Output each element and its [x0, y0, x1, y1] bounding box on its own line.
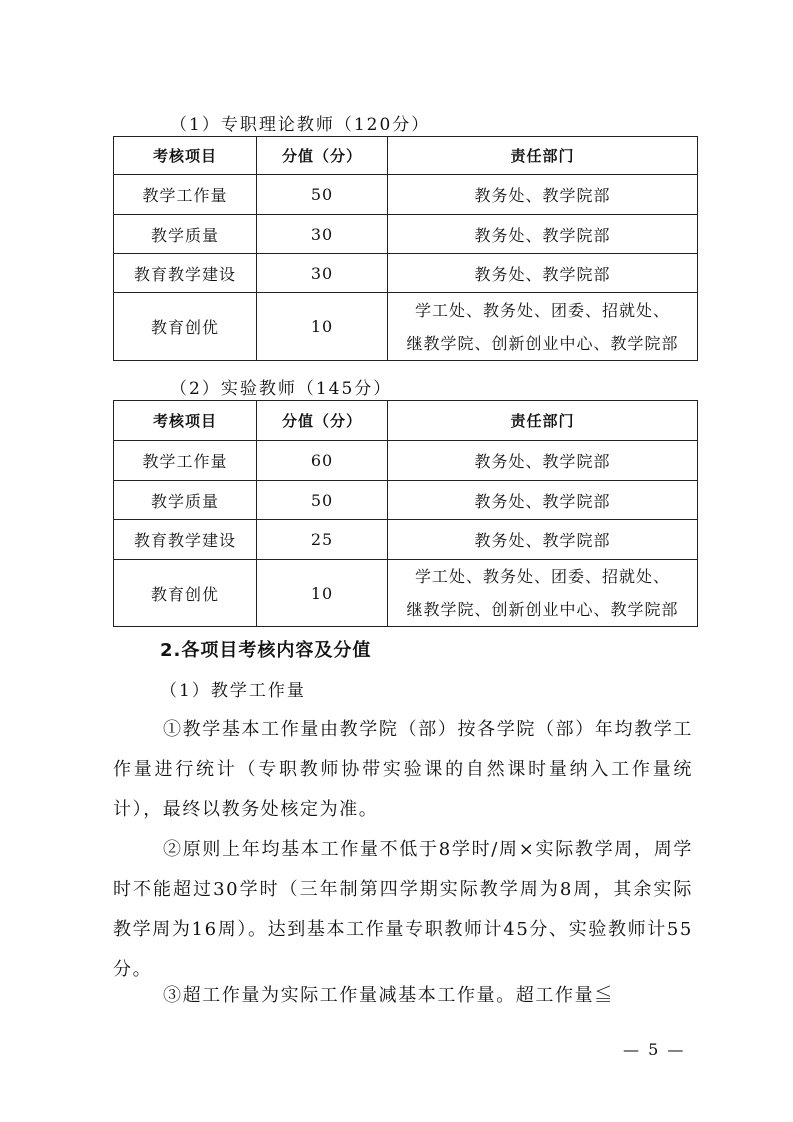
score-cell: 50	[257, 481, 388, 520]
score-cell: 10	[257, 560, 388, 627]
item-cell: 教育教学建设	[114, 520, 257, 560]
table-row	[114, 481, 698, 520]
paragraph-2: ②原则上年均基本工作量不低于8学时/周×实际教学周，周学时不能超过30学时（三年制第四学期实际教学周为8周，其余实际教学周为16周）。达到基本工作量专职教师计45分、实验教师计55分。	[113, 839, 693, 980]
table-row	[114, 560, 698, 627]
item-cell: 教育创优	[114, 560, 257, 627]
item-cell: 教育创优	[114, 293, 257, 361]
dept-line: 继教学院、创新创业中心、教学院部	[406, 600, 679, 619]
header-score: 分值（分）	[257, 137, 388, 175]
table-row	[114, 441, 698, 481]
item-cell: 教育教学建设	[114, 254, 257, 293]
score-cell: 25	[257, 520, 388, 560]
dept-cell: 教务处、教学院部	[388, 520, 698, 560]
item-cell: 教学工作量	[114, 441, 257, 481]
table2-caption: （2）实验教师（145分）	[170, 379, 393, 399]
page-number: — 5 —	[623, 1040, 686, 1059]
dept-cell: 教务处、教学院部	[388, 215, 698, 254]
dept-cell	[388, 293, 698, 361]
table1-caption: （1）专职理论教师（120分）	[170, 115, 431, 135]
score-cell: 60	[257, 441, 388, 481]
dept-line: 学工处、教务处、团委、招就处、	[414, 300, 670, 320]
dept-cell	[388, 560, 698, 627]
table-row	[114, 254, 698, 293]
header-dept: 责任部门	[388, 401, 698, 441]
score-cell: 50	[257, 175, 388, 215]
subheading: （1）教学工作量	[160, 681, 306, 701]
table-theory-teachers	[113, 136, 698, 361]
table-row	[114, 175, 698, 215]
table-lab-teachers	[113, 400, 698, 627]
header-item: 考核项目	[114, 137, 257, 175]
paragraph-3: ③超工作量为实际工作量减基本工作量。超工作量≦	[163, 985, 614, 1006]
item-cell: 教学工作量	[114, 175, 257, 215]
item-cell: 教学质量	[114, 481, 257, 520]
score-cell: 10	[257, 293, 388, 361]
dept-cell: 教务处、教学院部	[388, 481, 698, 520]
table-row	[114, 215, 698, 254]
paragraph-1: ①教学基本工作量由教学院（部）按各学院（部）年均教学工作量进行统计（专职教师协带实验课的自然课时量纳入工作量统计），最终以教务处核定为准。	[113, 719, 693, 820]
score-cell: 30	[257, 215, 388, 254]
table-row	[114, 520, 698, 560]
score-cell: 30	[257, 254, 388, 293]
header-score: 分值（分）	[257, 401, 388, 441]
header-item: 考核项目	[114, 401, 257, 441]
dept-cell: 教务处、教学院部	[388, 441, 698, 481]
header-dept: 责任部门	[388, 137, 698, 175]
table-row	[114, 293, 698, 361]
dept-line: 继教学院、创新创业中心、教学院部	[406, 333, 679, 353]
item-cell: 教学质量	[114, 215, 257, 254]
dept-cell: 教务处、教学院部	[388, 254, 698, 293]
section-heading: 2.各项目考核内容及分值	[160, 640, 372, 661]
dept-cell: 教务处、教学院部	[388, 175, 698, 215]
dept-line: 学工处、教务处、团委、招就处、	[414, 567, 670, 586]
